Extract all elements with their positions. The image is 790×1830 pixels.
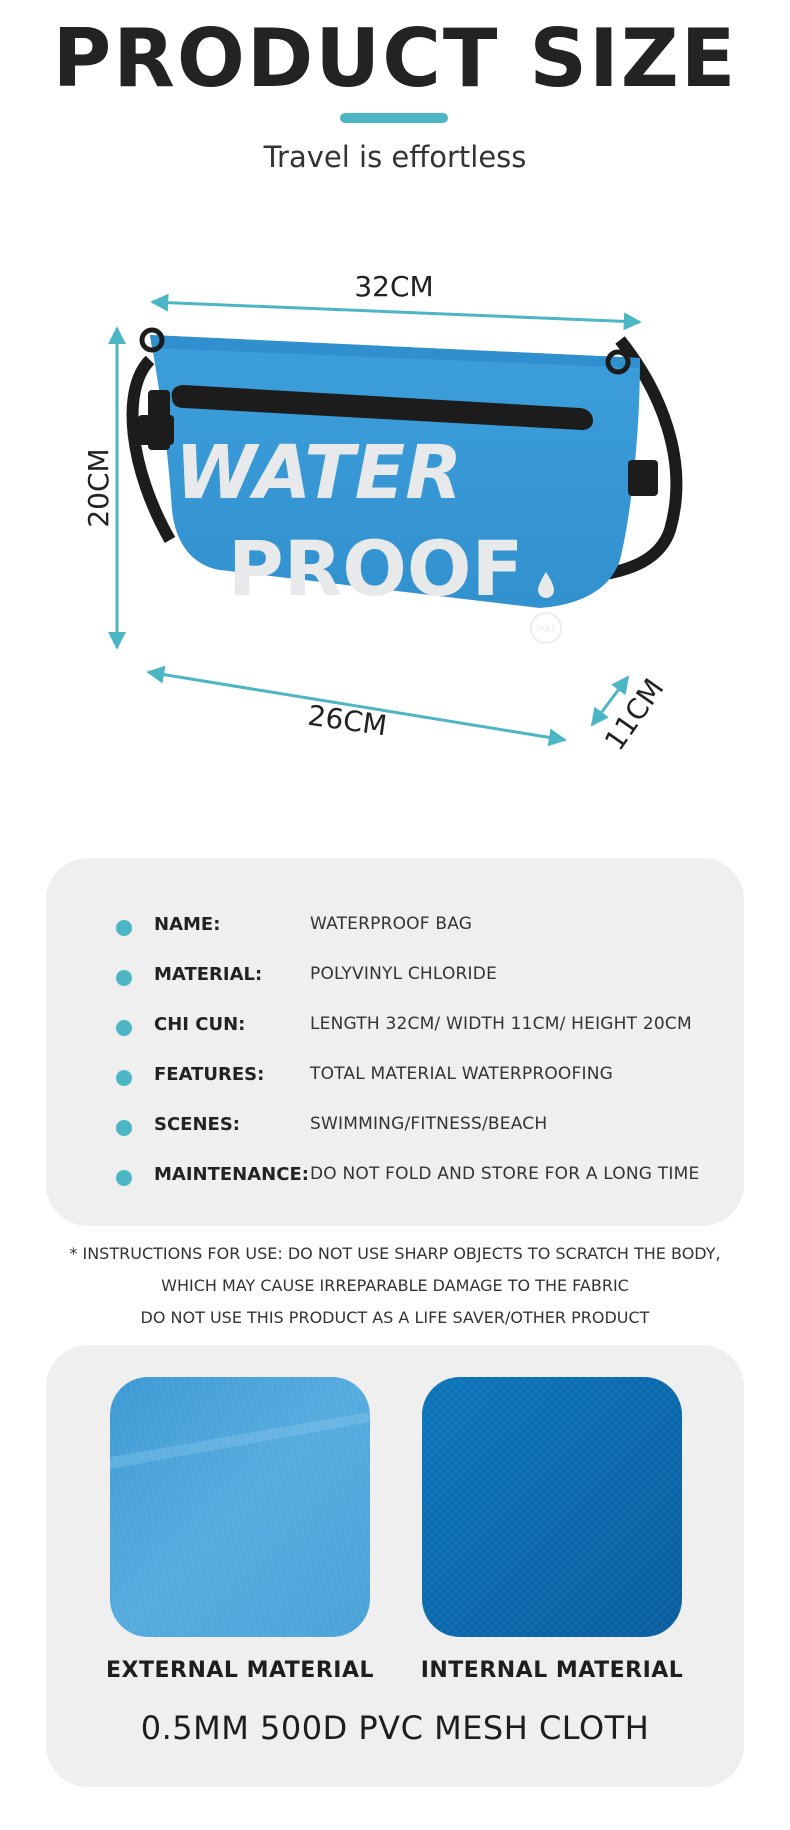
instruction-line: WHICH MAY CAUSE IRREPARABLE DAMAGE TO THE FABRIC: [161, 1276, 629, 1295]
spec-label: SCENES:: [154, 1114, 240, 1135]
spec-value: TOTAL MATERIAL WATERPROOFING: [310, 1064, 614, 1084]
bullet-dot: [116, 970, 132, 986]
dim-label-bottom: 26CM: [305, 698, 389, 743]
dim-arrow-top: [152, 302, 640, 322]
spec-value: WATERPROOF BAG: [310, 914, 473, 934]
specs-panel: [46, 858, 744, 1226]
instruction-line: * INSTRUCTIONS FOR USE: DO NOT USE SHARP OBJECTS TO SCRATCH THE BODY,: [69, 1244, 721, 1263]
spec-row-features: [46, 1058, 744, 1098]
spec-row-maintenance: [46, 1158, 744, 1198]
dim-label-top: 32CM: [354, 270, 434, 303]
strap-buckle-left: [138, 415, 174, 445]
page-subtitle: Travel is effortless: [263, 140, 527, 174]
external-material-swatch: [110, 1377, 370, 1637]
product-size-diagram: [0, 240, 790, 800]
bag-print-water: WATER: [175, 430, 463, 516]
strap-buckle-right: [628, 460, 658, 496]
usage-instructions: [0, 1238, 790, 1334]
spec-row-material: [46, 958, 744, 998]
spec-label: MAINTENANCE:: [154, 1164, 309, 1185]
bullet-dot: [116, 1070, 132, 1086]
dim-label-depth: 11CM: [597, 672, 671, 757]
bullet-dot: [116, 1020, 132, 1036]
material-description: 0.5MM 500D PVC MESH CLOTH: [140, 1709, 650, 1747]
ipx7-text: IPX7: [536, 625, 556, 635]
page-title: PRODUCT SIZE: [52, 12, 738, 105]
materials-panel: [46, 1345, 744, 1787]
spec-row-name: [46, 908, 744, 948]
dim-label-height: 20CM: [82, 448, 115, 528]
title-accent-bar: [340, 113, 448, 123]
bullet-dot: [116, 1170, 132, 1186]
internal-material-swatch: [422, 1377, 682, 1637]
spec-label: NAME:: [154, 914, 221, 935]
spec-value: SWIMMING/FITNESS/BEACH: [310, 1114, 548, 1134]
instruction-line: DO NOT USE THIS PRODUCT AS A LIFE SAVER/OTHER PRODUCT: [140, 1308, 650, 1327]
spec-value: POLYVINYL CHLORIDE: [310, 964, 498, 984]
bullet-dot: [116, 1120, 132, 1136]
external-material-label: EXTERNAL MATERIAL: [106, 1658, 374, 1683]
spec-label: CHI CUN:: [154, 1014, 246, 1035]
spec-row-size: [46, 1008, 744, 1048]
bullet-dot: [116, 920, 132, 936]
bag-print-proof: PROOF: [228, 524, 524, 613]
spec-value: DO NOT FOLD AND STORE FOR A LONG TIME: [310, 1164, 700, 1184]
spec-label: FEATURES:: [154, 1064, 265, 1085]
spec-label: MATERIAL:: [154, 964, 263, 985]
spec-value: LENGTH 32CM/ WIDTH 11CM/ HEIGHT 20CM: [310, 1014, 692, 1034]
internal-material-label: INTERNAL MATERIAL: [420, 1658, 684, 1683]
spec-row-scenes: [46, 1108, 744, 1148]
